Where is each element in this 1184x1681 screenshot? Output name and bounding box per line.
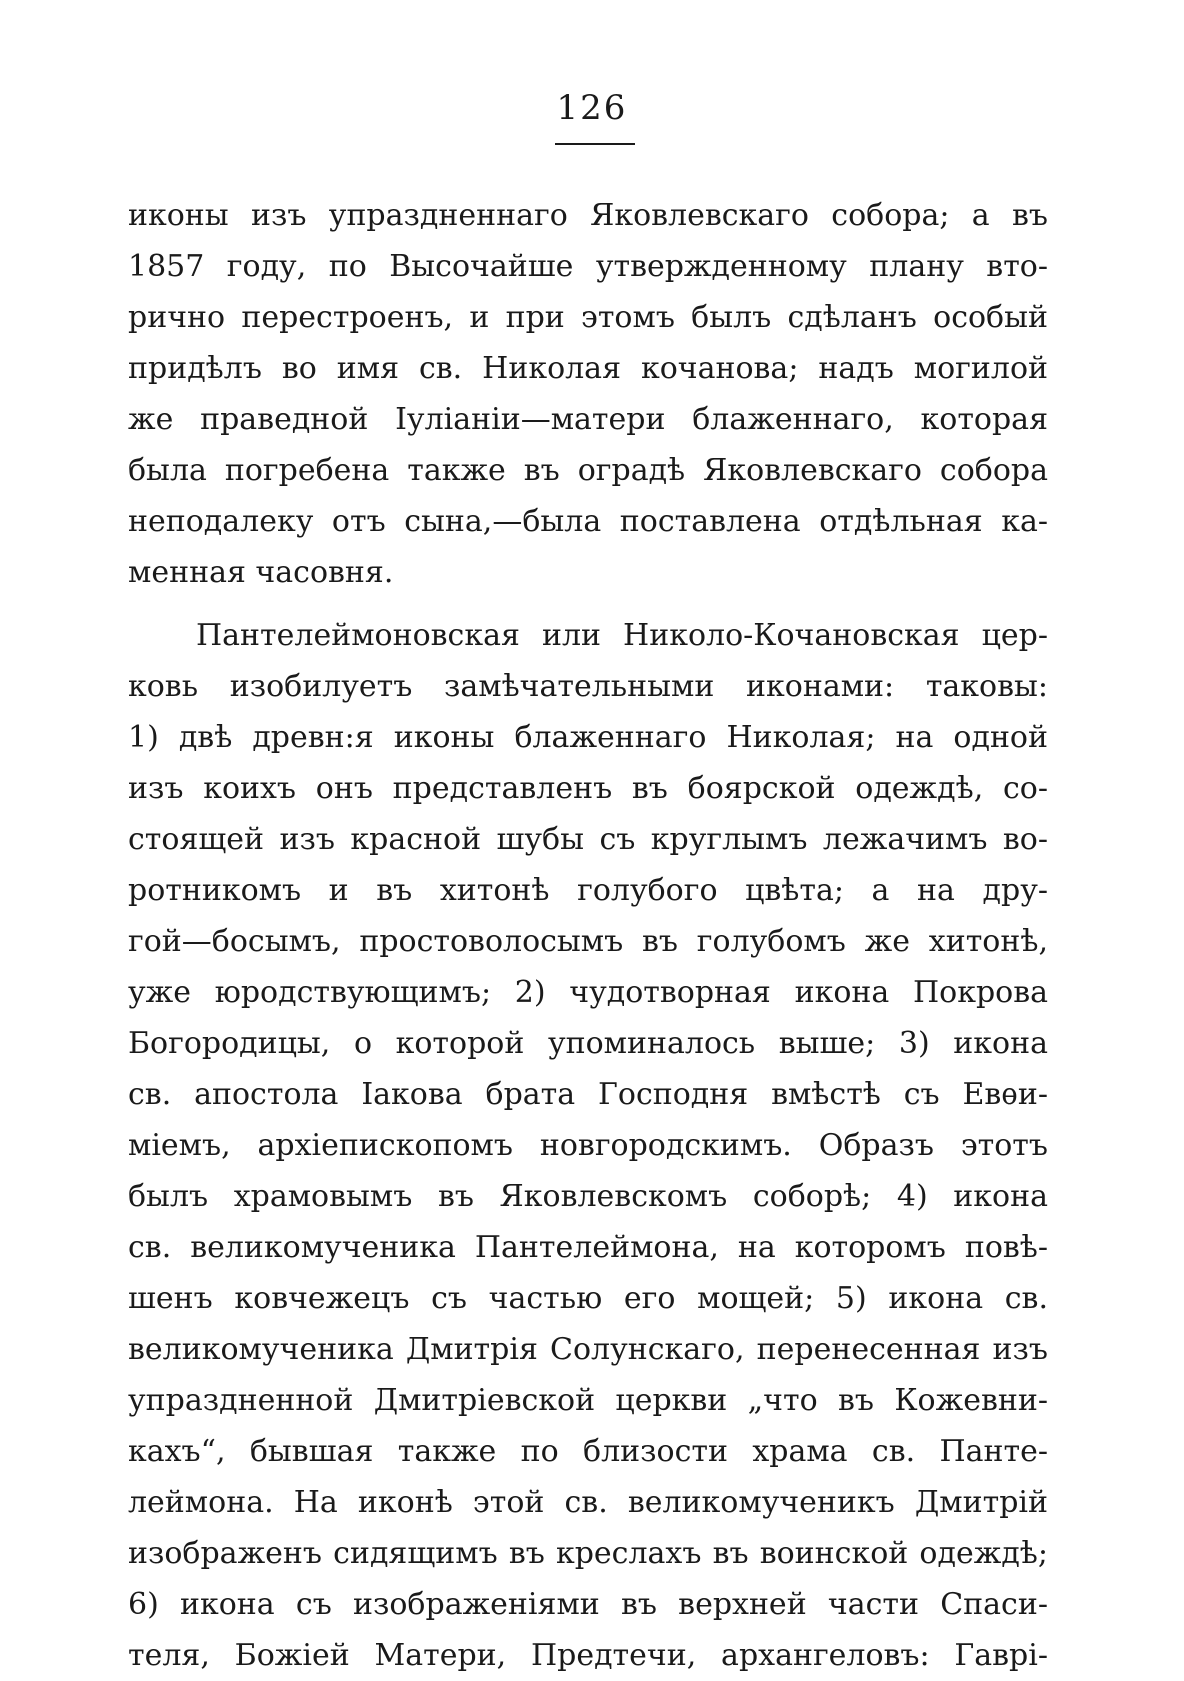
text-line: Пантелеймоновская или Николо-Кочановская цер-	[196, 618, 1048, 653]
text-line: леймона. На иконѣ этой св. великомученикъ Дмитрій	[128, 1485, 1048, 1520]
text-line: рично перестроенъ, и при этомъ былъ сдѣланъ особый	[128, 300, 1048, 335]
text-line: великомученика Дмитрія Солунскаго, перенесенная изъ	[128, 1332, 1048, 1367]
text-line: иконы изъ упраздненнаго Яковлевскаго собора; а въ	[128, 198, 1048, 233]
text-line: ковь изобилуетъ замѣчательными иконами: таковы:	[128, 669, 1048, 704]
paragraph-gap	[128, 598, 1048, 610]
text-line: была погребена также въ оградѣ Яковлевскаго собора	[128, 453, 1048, 488]
text-line: гой—босымъ, простоволосымъ въ голубомъ же хитонѣ,	[128, 924, 1048, 959]
text-line: стоящей изъ красной шубы съ круглымъ лежачимъ во-	[128, 822, 1048, 857]
text-line: изображенъ сидящимъ въ креслахъ въ воинской одеждѣ;	[128, 1536, 1048, 1571]
text-line: неподалеку отъ сына,—была поставлена отдѣльная ка-	[128, 504, 1048, 539]
text-line: шенъ ковчежецъ съ частью его мощей; 5) икона св.	[128, 1281, 1048, 1316]
text-line: придѣлъ во имя св. Николая кочанова; надъ могилой	[128, 351, 1048, 386]
text-line: изъ коихъ онъ представленъ въ боярской одеждѣ, со-	[128, 771, 1048, 806]
text-line: упраздненной Дмитріевской церкви „что въ Кожевни-	[128, 1383, 1048, 1418]
body-text	[128, 190, 1048, 1681]
text-line: 1857 году, по Высочайше утвержденному плану вто-	[128, 249, 1048, 284]
paragraph-2	[128, 610, 1048, 1681]
paragraph-1	[128, 190, 1048, 598]
text-line: менная часовня.	[128, 555, 394, 590]
text-line: 1) двѣ древн:я иконы блаженнаго Николая; на одной	[128, 720, 1048, 755]
text-line: уже юродствующимъ; 2) чудотворная икона Покрова	[128, 975, 1048, 1010]
text-line: Богородицы, о которой упоминалось выше; 3) икона	[128, 1026, 1048, 1061]
text-line: св. великомученика Пантелеймона, на которомъ повѣ-	[128, 1230, 1048, 1265]
page-number: 126	[556, 88, 628, 128]
text-line: кахъ“, бывшая также по близости храма св. Панте-	[128, 1434, 1048, 1469]
text-line: св. апостола Іакова брата Господня вмѣстѣ съ Евѳи-	[128, 1077, 1048, 1112]
text-line: былъ храмовымъ въ Яковлевскомъ соборѣ; 4) икона	[128, 1179, 1048, 1214]
text-line: теля, Божіей Матери, Предтечи, архангеловъ: Гаврі-	[128, 1638, 1048, 1673]
text-line: же праведной Іуліаніи—матери блаженнаго, которая	[128, 402, 1048, 437]
text-line: 6) икона съ изображеніями въ верхней части Спаси-	[128, 1587, 1048, 1622]
text-line: ротникомъ и въ хитонѣ голубого цвѣта; а на дру-	[128, 873, 1048, 908]
page-number-rule	[555, 143, 635, 145]
text-line: міемъ, архіепископомъ новгородскимъ. Образъ этотъ	[128, 1128, 1048, 1163]
